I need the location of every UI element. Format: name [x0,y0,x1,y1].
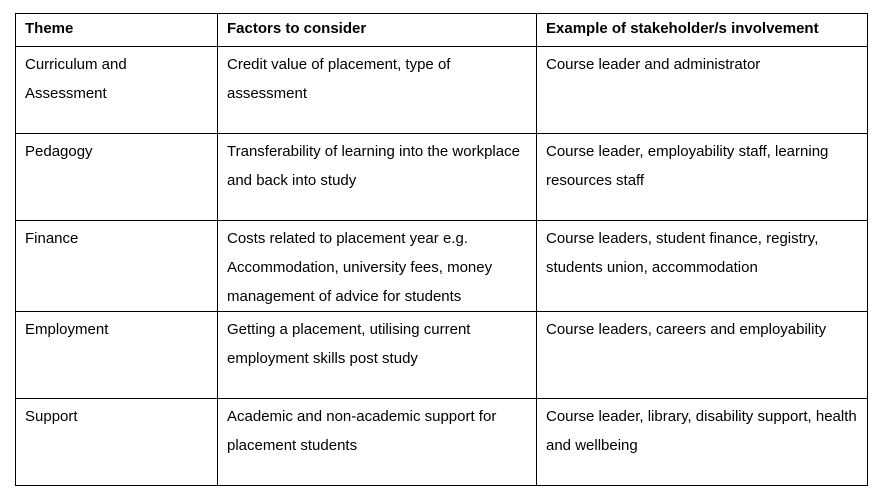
theme-cell: Support [16,399,218,486]
table-row [16,134,868,221]
stakeholders-cell: Course leaders, careers and employability [537,312,868,399]
themes-table [15,13,868,486]
stakeholders-cell: Course leader, employability staff, learning resources staff [537,134,868,221]
theme-cell: Pedagogy [16,134,218,221]
stakeholders-cell: Course leaders, student finance, registry, students union, accommodation [537,221,868,312]
stakeholders-cell: Course leader and administrator [537,47,868,134]
table-row [16,47,868,134]
factors-cell: Credit value of placement, type of assessment [218,47,537,134]
factors-cell: Transferability of learning into the workplace and back into study [218,134,537,221]
header-factors: Factors to consider [218,14,537,47]
table-row [16,221,868,312]
stakeholders-cell: Course leader, library, disability support, health and wellbeing [537,399,868,486]
factors-cell: Getting a placement, utilising current employment skills post study [218,312,537,399]
factors-cell: Costs related to placement year e.g. Accommodation, university fees, money management of advice for students [218,221,537,312]
table-row [16,312,868,399]
theme-cell: Curriculum and Assessment [16,47,218,134]
table-row [16,399,868,486]
theme-cell: Finance [16,221,218,312]
factors-cell: Academic and non-academic support for placement students [218,399,537,486]
header-stakeholders: Example of stakeholder/s involvement [537,14,868,47]
header-theme: Theme [16,14,218,47]
header-row [16,14,868,47]
theme-cell: Employment [16,312,218,399]
